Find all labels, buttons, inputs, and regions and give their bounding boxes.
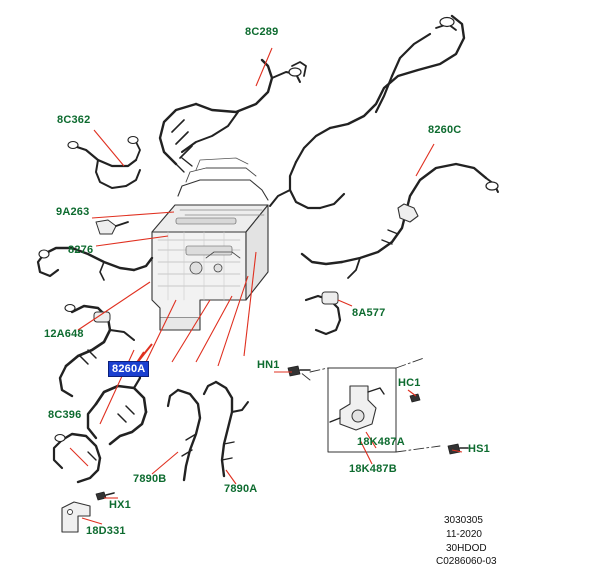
part-label-HN1[interactable]: HN1	[257, 359, 280, 371]
part-label-8276[interactable]: 8276	[68, 244, 94, 256]
part-label-18K487A[interactable]: 18K487A	[357, 436, 405, 448]
connector-9A263	[96, 220, 128, 234]
part-label-HC1[interactable]: HC1	[398, 377, 421, 389]
pipe-7890A	[204, 382, 248, 476]
hose-8C289	[160, 60, 306, 172]
hose-top-right	[270, 16, 464, 208]
hose-8C362	[68, 137, 140, 189]
part-label-8260A[interactable]: 8260A	[108, 361, 149, 377]
footer-code: 30HDOD	[446, 543, 487, 554]
part-label-8260C[interactable]: 8260C	[428, 124, 462, 136]
footer-date: 11-2020	[446, 529, 482, 540]
part-label-HS1[interactable]: HS1	[468, 443, 490, 455]
part-label-8C362[interactable]: 8C362	[57, 114, 91, 126]
part-label-8C396[interactable]: 8C396	[48, 409, 82, 421]
footer-document-id: C0286060-03	[436, 556, 497, 566]
part-label-9A263[interactable]: 9A263	[56, 206, 90, 218]
part-label-7890A[interactable]: 7890A	[224, 483, 258, 495]
part-label-8C289[interactable]: 8C289	[245, 26, 279, 38]
part-label-8A577[interactable]: 8A577	[352, 307, 386, 319]
part-label-7890B[interactable]: 7890B	[133, 473, 167, 485]
fastener-HN1	[288, 366, 310, 376]
part-label-18D331[interactable]: 18D331	[86, 525, 126, 537]
hose-8260C	[302, 164, 498, 278]
part-label-12A648[interactable]: 12A648	[44, 328, 84, 340]
pipe-7890B	[168, 390, 200, 480]
hose-8A577	[306, 292, 340, 334]
leader-lines	[70, 48, 462, 524]
footer-drawing-number: 3030305	[444, 515, 483, 526]
part-label-HX1[interactable]: HX1	[109, 499, 131, 511]
hose-12A648	[60, 305, 134, 397]
part-label-18K487B[interactable]: 18K487B	[349, 463, 397, 475]
fastener-HS1	[448, 444, 468, 454]
hose-8276	[38, 248, 152, 280]
engine-block-graphic	[152, 158, 268, 330]
hose-8C396	[54, 434, 100, 482]
